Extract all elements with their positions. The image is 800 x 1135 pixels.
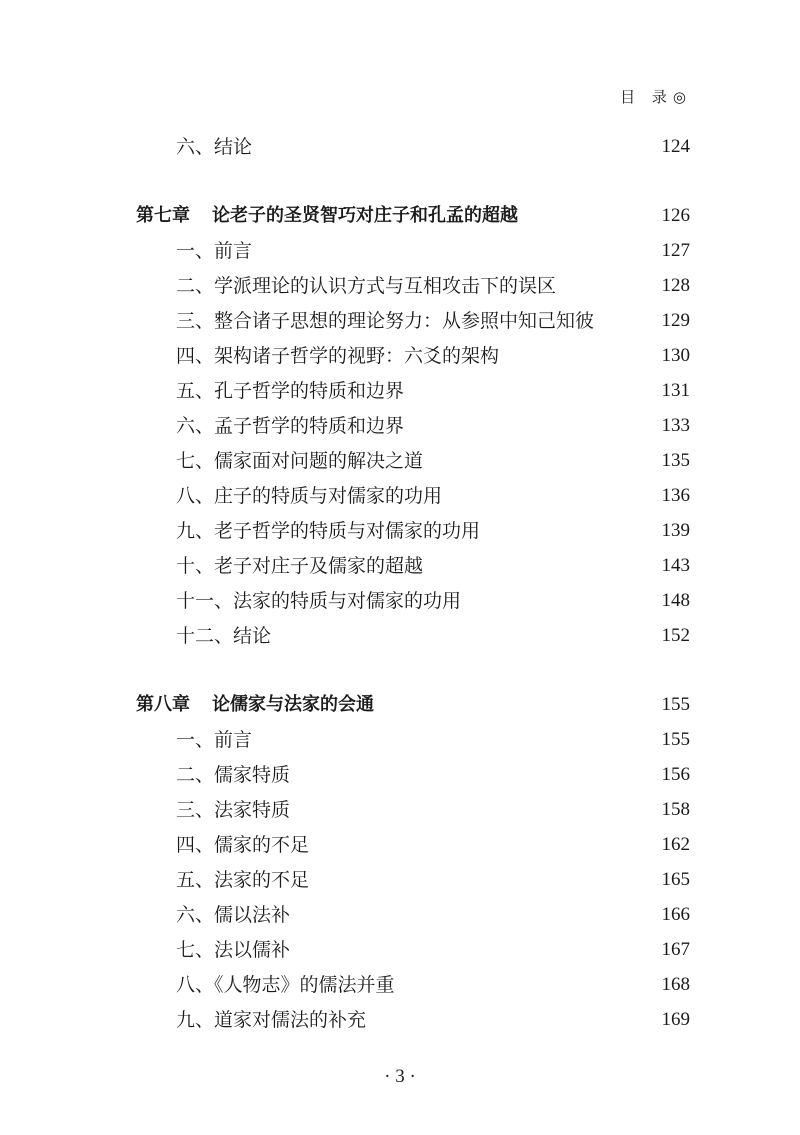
toc-entry-title: 五、孔子哲学的特质和边界	[176, 380, 405, 402]
toc-entry-page: 127	[661, 240, 690, 261]
toc-entry-title: 六、结论	[176, 136, 253, 158]
toc-entry-page: 155	[661, 729, 690, 750]
toc-entry-page: 129	[661, 310, 690, 331]
toc-entry-title: 八、《人物志》的儒法并重	[176, 974, 395, 996]
toc-entry-title: 十二、结论	[176, 625, 272, 647]
chapter-title: 论儒家与法家的会通	[212, 694, 374, 715]
toc-entry-page: 128	[661, 275, 690, 296]
toc-entry-title: 八、庄子的特质与对儒家的功用	[176, 485, 443, 507]
page-number: · 3 ·	[384, 1066, 416, 1087]
toc-entry[interactable]	[0, 725, 800, 755]
toc-entry-page: 162	[661, 834, 690, 855]
toc-entry-title: 一、前言	[176, 729, 253, 751]
toc-entry-page: 155	[661, 694, 690, 715]
chapter-number: 第八章	[136, 694, 190, 715]
toc-entry-page: 136	[661, 485, 690, 506]
toc-entry-page: 133	[661, 415, 690, 436]
toc-entry-page: 143	[661, 555, 690, 576]
toc-entry-page: 165	[661, 869, 690, 890]
chapter-number: 第七章	[136, 205, 190, 226]
chapter-title: 论老子的圣贤智巧对庄子和孔孟的超越	[212, 205, 518, 226]
toc-chapter-8[interactable]	[0, 690, 800, 720]
toc-entry[interactable]	[0, 132, 800, 162]
running-title: 目 录	[620, 88, 673, 106]
running-header	[620, 86, 692, 107]
toc-entry-page: 135	[661, 450, 690, 471]
toc-entry[interactable]	[0, 760, 800, 790]
toc-entry-page: 131	[661, 380, 690, 401]
toc-entry[interactable]	[0, 900, 800, 930]
toc-entry-page: 158	[661, 799, 690, 820]
toc-entry-page: 152	[661, 625, 690, 646]
toc-entry-title: 三、法家特质	[176, 799, 291, 821]
toc-entry[interactable]	[0, 970, 800, 1000]
toc-entry[interactable]	[0, 865, 800, 895]
toc-entry-title: 二、学派理论的认识方式与互相攻击下的误区	[176, 275, 557, 297]
toc-entry-title: 七、法以儒补	[176, 939, 291, 961]
toc-entry-page: 167	[661, 939, 690, 960]
toc-entry-title: 十、老子对庄子及儒家的超越	[176, 555, 424, 577]
toc-entry-title: 二、儒家特质	[176, 764, 291, 786]
toc-entry-title: 三、整合诸子思想的理论努力：从参照中知己知彼	[176, 310, 595, 332]
toc-entry-title: 一、前言	[176, 240, 253, 262]
toc-entry-page: 156	[661, 764, 690, 785]
toc-entry[interactable]	[0, 935, 800, 965]
toc-entry-page: 126	[661, 205, 690, 226]
toc-entry-page: 130	[661, 345, 690, 366]
toc-entry-title: 六、儒以法补	[176, 904, 291, 926]
toc-entry-page: 148	[661, 590, 690, 611]
toc-entry-title: 七、儒家面对问题的解决之道	[176, 450, 424, 472]
toc-entry-title: 六、孟子哲学的特质和边界	[176, 415, 405, 437]
toc-entry-title: 四、架构诸子哲学的视野：六爻的架构	[176, 345, 500, 367]
toc-entry-title: 九、道家对儒法的补充	[176, 1009, 367, 1031]
toc-entry[interactable]	[0, 1005, 800, 1035]
toc-entry-page: 168	[661, 974, 690, 995]
toc-entry-page: 124	[661, 136, 690, 157]
toc-chapter-7[interactable]	[0, 201, 800, 231]
toc-entry[interactable]	[0, 306, 800, 336]
toc-entry-title: 九、老子哲学的特质与对儒家的功用	[176, 520, 481, 542]
toc-entry-page: 169	[661, 1009, 690, 1030]
ornament-icon: ◎	[672, 88, 692, 106]
toc-entry[interactable]	[0, 586, 800, 616]
toc-entry-page: 166	[661, 904, 690, 925]
toc-entry[interactable]	[0, 376, 800, 406]
toc-entry[interactable]	[0, 621, 800, 651]
toc-entry-page: 139	[661, 520, 690, 541]
toc-entry-title: 十一、法家的特质与对儒家的功用	[176, 590, 462, 612]
toc-entry[interactable]	[0, 341, 800, 371]
toc-entry[interactable]	[0, 446, 800, 476]
toc-entry-title: 五、法家的不足	[176, 869, 310, 891]
toc-entry[interactable]	[0, 516, 800, 546]
toc-entry[interactable]	[0, 411, 800, 441]
toc-entry[interactable]	[0, 271, 800, 301]
toc-entry[interactable]	[0, 551, 800, 581]
toc-entry[interactable]	[0, 830, 800, 860]
toc-entry-title: 四、儒家的不足	[176, 834, 310, 856]
toc-entry[interactable]	[0, 236, 800, 266]
toc-entry[interactable]	[0, 795, 800, 825]
toc-entry[interactable]	[0, 481, 800, 511]
